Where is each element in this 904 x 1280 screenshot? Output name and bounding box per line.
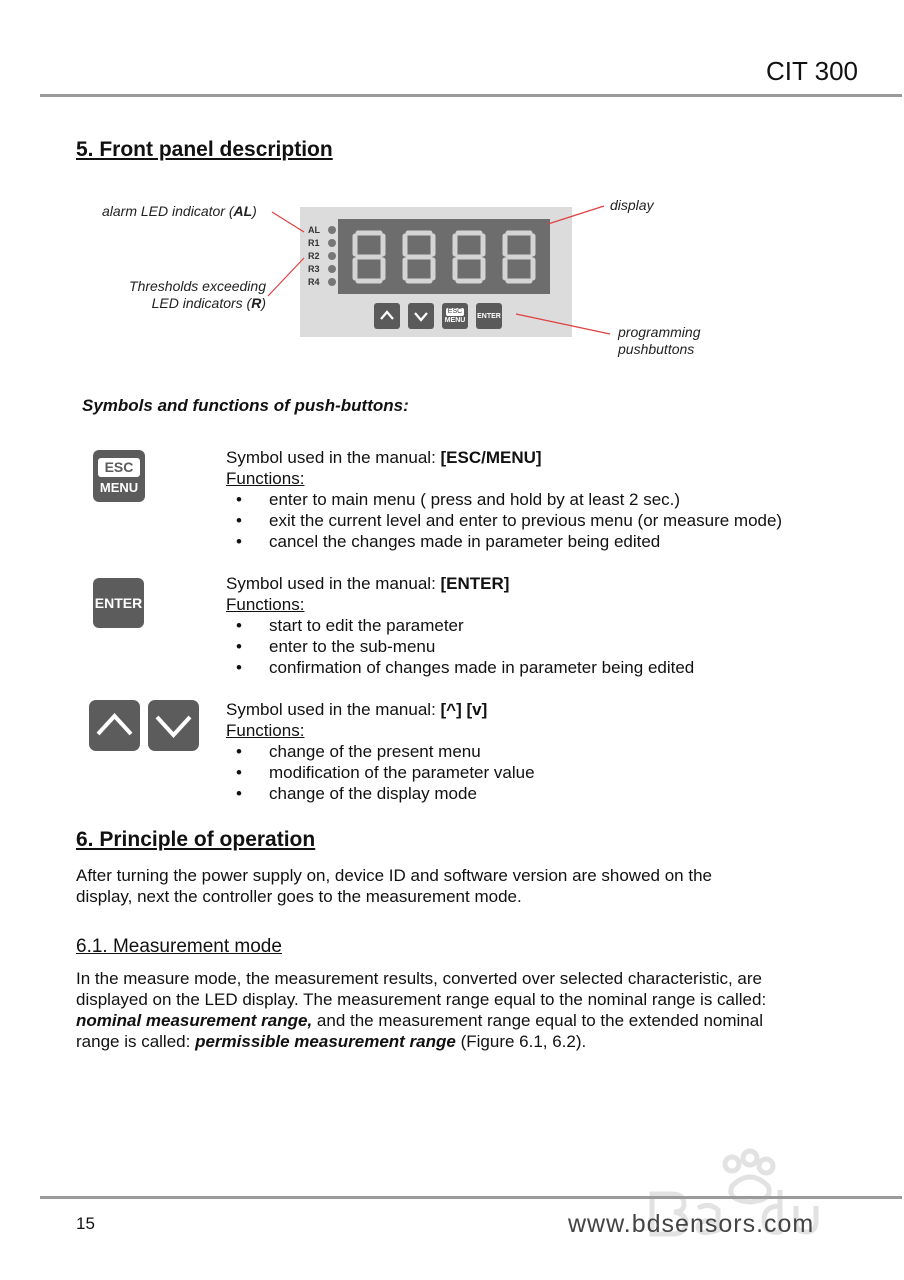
enter-symbol: ENTER [93,578,144,628]
list-item: • enter to the sub-menu [226,636,694,657]
list-item: • start to edit the parameter [226,615,694,636]
document-title: CIT 300 [765,56,858,86]
chevron-down-icon [148,700,199,751]
list-item: • confirmation of changes made in parameter being edited [226,657,694,678]
pushbuttons-subheading: Symbols and functions of push-buttons: [82,396,409,415]
led-r1: R1 [308,238,336,248]
list-item: • change of the present menu [226,741,535,762]
list-item: • modification of the parameter value [226,762,535,783]
list-item: • cancel the changes made in parameter being edited [226,531,782,552]
section-6-heading: 6. Principle of operation [76,828,316,851]
list-item: • change of the display mode [226,783,535,804]
section-5-heading: 5. Front panel description [76,138,333,161]
enter-functions: Symbol used in the manual: [ENTER] Functions: • start to edit the parameter • enter to the sub-menu • confirmation of changes made in parameter being edited [226,573,694,678]
footer-rule [40,1196,902,1199]
down-arrow-symbol [148,700,199,751]
footer-url: www.bdsensors.com [568,1210,815,1238]
callout-programming-pushbuttons: programming pushbuttons [618,324,701,357]
page-number: 15 [76,1214,95,1233]
led-r2: R2 [308,251,336,261]
callout-leader-lines [0,0,904,400]
list-item: • exit the current level and enter to previous menu (or measure mode) [226,510,782,531]
led-r4: R4 [308,277,336,287]
chevron-up-icon [89,700,140,751]
arrow-functions: Symbol used in the manual: [^] [v] Functions: • change of the present menu • modification of the parameter value • change of the display mode [226,699,535,804]
up-arrow-symbol [89,700,140,751]
panel-esc-menu-button[interactable]: ESC MENU [442,303,468,329]
callout-display: display [610,197,654,213]
list-item: • enter to main menu ( press and hold by at least 2 sec.) [226,489,782,510]
led-al: AL [308,225,336,235]
panel-enter-button[interactable]: ENTER [476,303,502,329]
section-6-intro: After turning the power supply on, device ID and software version are showed on the display, next the controller goes to the measurement mode. [76,866,712,906]
callout-threshold-leds: Thresholds exceeding LED indicators (R) [129,278,266,311]
section-6-1-heading: 6.1. Measurement mode [76,936,282,957]
esc-menu-symbol: ESC MENU [93,450,145,502]
callout-alarm-led: alarm LED indicator (AL) [102,203,257,219]
led-r3: R3 [308,264,336,274]
esc-menu-functions: Symbol used in the manual: [ESC/MENU] Functions: • enter to main menu ( press and hold by at least 2 sec.) • exit the current level and enter to previous menu (or measure mode) • cancel the changes made in parameter being edited [226,447,782,552]
measurement-mode-paragraph: In the measure mode, the measurement results, converted over selected characteristic, are displayed on the LED display. The measurement range equal to the nominal range is called: nominal measurement range, and the measurement range equal to the extended nominal range is called: permissible measurement range (Figure 6.1, 6.2). [76,969,767,1051]
